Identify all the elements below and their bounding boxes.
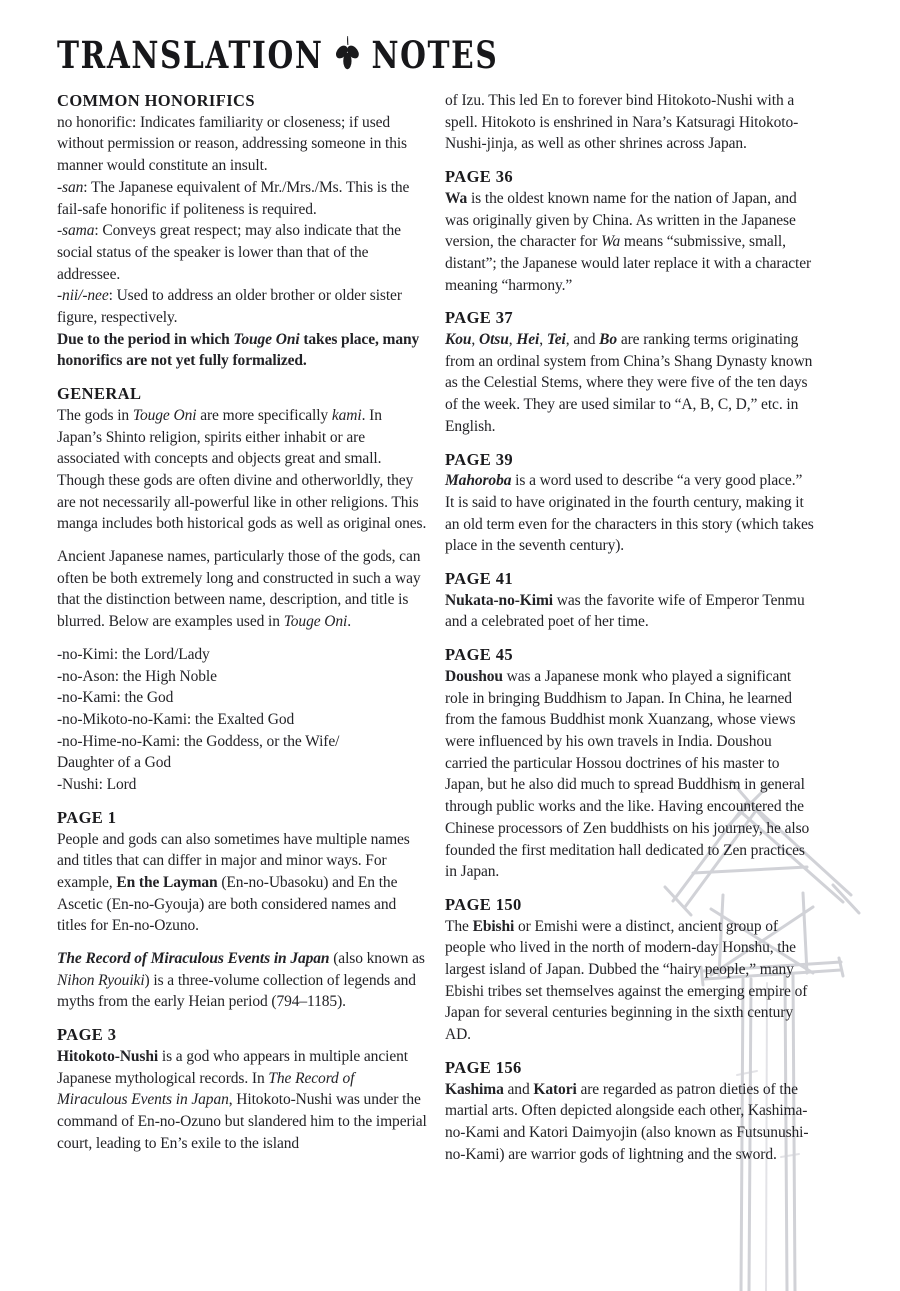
text-segment: Daughter of a God bbox=[57, 754, 172, 772]
paragraph bbox=[57, 329, 427, 372]
text-segment: kami bbox=[331, 406, 362, 424]
text-segment: means “submissive, small, distant”; the Japanese would later replace it with a character meaning “harmony.” bbox=[445, 233, 812, 294]
text-segment: The Record of Miraculous Events in Japan bbox=[57, 1069, 355, 1109]
text-segment: : Used to address an older brother or older sister figure, respectively. bbox=[57, 287, 402, 327]
text-segment: Mahoroba bbox=[445, 472, 512, 490]
paragraph bbox=[445, 470, 815, 557]
text-segment: -no-Hime-no-Kami: the Goddess, or the Wife/ bbox=[57, 732, 340, 750]
text-segment: and bbox=[503, 1080, 534, 1098]
text-segment: Kashima bbox=[445, 1080, 504, 1098]
text-segment: Touge Oni bbox=[132, 406, 197, 424]
paragraph bbox=[57, 285, 427, 328]
section-heading: PAGE 156 bbox=[445, 1057, 522, 1077]
paragraph bbox=[57, 220, 427, 285]
paragraph bbox=[57, 709, 427, 731]
paragraph bbox=[445, 188, 815, 297]
text-segment: Ebishi bbox=[472, 917, 515, 935]
paragraph bbox=[57, 774, 427, 796]
text-segment: -sama bbox=[57, 222, 95, 240]
right-column bbox=[445, 90, 815, 1165]
section-heading: PAGE 37 bbox=[445, 308, 514, 328]
paragraph bbox=[57, 644, 427, 666]
text-segment: Touge Oni bbox=[233, 330, 300, 348]
page-title-word-left: TRANSLATION bbox=[57, 33, 324, 77]
paragraph bbox=[445, 590, 815, 633]
text-segment: Hitokoto-Nushi bbox=[57, 1047, 159, 1065]
text-segment: People and gods can also sometimes have multiple names and titles that can differ in major and minor ways. For example, bbox=[57, 830, 410, 891]
text-segment: The bbox=[445, 917, 473, 935]
section-heading: PAGE 45 bbox=[445, 645, 514, 665]
text-segment: En the Layman bbox=[116, 873, 218, 891]
section-heading: PAGE 39 bbox=[445, 449, 514, 469]
text-segment: , and bbox=[565, 331, 600, 349]
paragraph bbox=[445, 1079, 815, 1166]
section-heading: PAGE 41 bbox=[445, 569, 514, 589]
text-segment: Tei bbox=[546, 331, 566, 349]
text-segment: Otsu bbox=[478, 331, 509, 349]
text-segment: -no-Mikoto-no-Kami: the Exalted God bbox=[57, 710, 295, 728]
paragraph bbox=[57, 112, 427, 177]
paragraph bbox=[57, 948, 427, 1013]
text-segment: or Emishi were a distinct, ancient group of people who lived in the north of modern-day Honshu, the largest island of Japan. Dubbed the “hairy people,” many Ebishi tribes set themselves against the emerging empire of Japan for several centuries beginning in the sixth century AD. bbox=[445, 917, 808, 1044]
text-segment: (also known as bbox=[329, 950, 425, 968]
text-segment: The Record of Miraculous Events in Japan bbox=[57, 950, 330, 968]
text-segment: -Nushi: Lord bbox=[57, 776, 137, 794]
text-segment: -no-Kimi: the Lord/Lady bbox=[57, 645, 210, 663]
text-segment: Kou bbox=[445, 331, 472, 349]
paragraph bbox=[445, 666, 815, 883]
text-segment: of Izu. This led En to forever bind Hitokoto-Nushi with a spell. Hitokoto is enshrined in Nara’s Katsuragi Hitokoto-Nushi-jinja, as well as other shrines across Japan. bbox=[445, 92, 799, 153]
text-segment: are regarded as patron dieties of the martial arts. Often depicted alongside each other, Kashima-no-Kami and Katori Daimyojin (also known as Futsunushi-no-Kami) are warrior gods of lightning and the sword. bbox=[445, 1080, 809, 1163]
text-segment: -nii/-nee bbox=[57, 287, 109, 305]
text-segment: -no-Ason: the High Noble bbox=[57, 667, 217, 685]
text-segment: (En-no-Ubasoku) and En the Ascetic (En-no-Gyouja) are both considered names and titles for En-no-Ozuno. bbox=[57, 873, 398, 935]
text-segment: is a word used to describe “a very good place.” It is said to have originated in the fourth century, making it an old term even for the characters in this story (which takes place in the seventh century). bbox=[445, 472, 814, 555]
text-segment: -san bbox=[57, 178, 84, 196]
paragraph bbox=[57, 546, 427, 633]
text-segment: Katori bbox=[533, 1080, 577, 1098]
text-segment: -no-Kami: the God bbox=[57, 689, 174, 707]
text-segment: Wa bbox=[601, 233, 621, 251]
section-heading: COMMON HONORIFICS bbox=[57, 91, 255, 110]
text-segment: Ancient Japanese names, particularly those of the gods, can often be both extremely long and constructed in such a way that the distinction between name, description, and title is blurred. Below are examples used in bbox=[57, 548, 421, 631]
text-segment: are ranking terms originating from an ordinal system from China’s Shang Dynasty known as the Celestial Stems, where they were five of the ten days of the week. They are used similar to “A, B, C, D,” etc. in English. bbox=[445, 331, 813, 435]
text-segment: was the favorite wife of Emperor Tenmu and a celebrated poet of her time. bbox=[445, 591, 805, 631]
text-segment: takes place, many honorifics are not yet fully formalized. bbox=[57, 330, 420, 370]
paragraph bbox=[57, 687, 427, 709]
paragraph bbox=[445, 90, 815, 155]
section-heading: PAGE 3 bbox=[57, 1025, 117, 1045]
paragraph bbox=[57, 666, 427, 688]
text-segment: Bo bbox=[599, 331, 618, 349]
paragraph bbox=[57, 829, 427, 938]
text-segment: Nihon Ryouiki bbox=[57, 971, 145, 989]
section-heading: PAGE 36 bbox=[445, 167, 514, 187]
paragraph bbox=[57, 177, 427, 220]
page-title-word-right: NOTES bbox=[371, 33, 499, 77]
text-segment: no honorific: Indicates familiarity or closeness; if used without permission or reason, addressing someone in this manner would constitute an insult. bbox=[57, 113, 407, 175]
text-segment: was a Japanese monk who played a significant role in bringing Buddhism to Japan. In China, he learned from the famous Buddhist monk Xuanzang, whose views were influenced by his own travels in India. Doushou carried the particular Hossou doctrines of his master to Japan, but he also did much to spread Buddhism in general through public works and the like. Having encountered the Chinese processors of Zen buddhists on his journey, he also founded the first meditation hall dedicated to Zen practices in Japan. bbox=[445, 667, 810, 881]
section-heading: PAGE 1 bbox=[57, 807, 117, 827]
paragraph bbox=[57, 1046, 427, 1155]
paragraph bbox=[445, 329, 815, 438]
text-segment: , bbox=[471, 331, 479, 349]
paragraph bbox=[445, 916, 815, 1046]
text-segment: Wa bbox=[445, 189, 468, 207]
section-heading: GENERAL bbox=[57, 384, 142, 404]
text-segment: The gods in bbox=[57, 406, 133, 424]
text-segment: are more specifically bbox=[196, 406, 332, 424]
text-segment: : Conveys great respect; may also indicate that the social status of the speaker is lower than that of the addressee. bbox=[57, 222, 401, 283]
text-segment: ) is a three-volume collection of legends and myths from the early Heian period (794–1185). bbox=[57, 971, 416, 1011]
text-segment: , bbox=[508, 331, 517, 349]
text-segment: Hei bbox=[516, 331, 540, 349]
text-segment: Due to the period in which bbox=[57, 330, 234, 348]
page-title bbox=[57, 34, 498, 77]
text-segment: is a god who appears in multiple ancient Japanese mythological records. In bbox=[57, 1047, 408, 1087]
text-segment: Touge Oni bbox=[283, 613, 348, 631]
paragraph bbox=[57, 731, 427, 774]
leaf-trefoil-icon bbox=[335, 36, 361, 77]
left-column bbox=[57, 90, 427, 1154]
text-segment: Nukata-no-Kimi bbox=[445, 591, 553, 609]
text-segment: . bbox=[347, 613, 352, 631]
section-heading: PAGE 150 bbox=[445, 894, 522, 914]
text-segment: , bbox=[539, 331, 547, 349]
text-segment: Doushou bbox=[445, 667, 503, 685]
text-segment: : The Japanese equivalent of Mr./Mrs./Ms. This is the fail-safe honorific if politeness is required. bbox=[57, 178, 410, 218]
text-segment: is the oldest known name for the nation of Japan, and was originally given by China. As written in the Japanese version, the character for bbox=[445, 189, 797, 251]
paragraph bbox=[57, 405, 427, 535]
text-segment: , Hitokoto-Nushi was under the command of En-no-Ozuno but slandered him to the imperial court, leading to En’s exile to the island bbox=[57, 1091, 427, 1152]
text-segment: . In Japan’s Shinto religion, spirits either inhabit or are associated with concepts and objects great and small. Though these gods are often divine and otherworldly, they are not necessarily all-powerful like in other religions. This manga includes both historical gods as well as original ones. bbox=[57, 406, 427, 533]
